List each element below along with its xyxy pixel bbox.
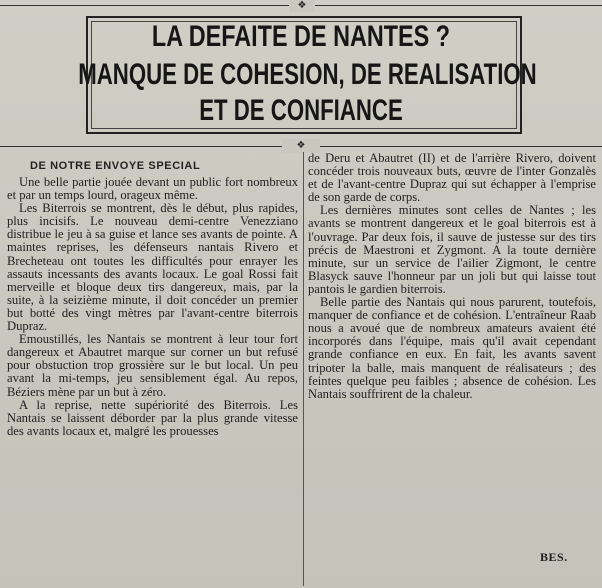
paragraph: Les dernières minutes sont celles de Nantes ; les avants se montrent dangereux et le goal biterrois est à l'ouvrage. Par deux fois, il sauve de justesse sur des tirs précis de Maestroni et Zygmont. A la toute dernière minute, sur un service de l'ailier Zigmont, le centre Blasyck sauve l'honneur par un joli but qui laisse tout pantois le gardien biterrois. bbox=[308, 203, 596, 296]
paragraph: Une belle partie jouée devant un public fort nombreux et par un temps lourd, orageux même. bbox=[7, 175, 298, 203]
top-ornament-icon: ❖ bbox=[289, 0, 315, 12]
paragraph: A la reprise, nette supériorité des Biterrois. Les Nantais se laissent déborder par la plus grande vitesse des avants locaux et, malgré les prouesses bbox=[7, 397, 298, 438]
headline-line-2: MANQUE DE COHESION, DE REALISATION bbox=[78, 58, 537, 91]
article-column-2 bbox=[308, 152, 596, 401]
section-ornament-icon: ❖ bbox=[282, 139, 320, 153]
paragraph: Belle partie des Nantais qui nous parurent, toutefois, manquer de confiance et de cohésion. L'entraîneur Raab nous a avoué que de nombreux amateurs avaient été incorporés dans l'équipe, mais qu'il avait cependant grande confiance en eux. En fait, les avants savent tripoter la balle, mais manquent de réalisateurs ; des feintes quelque peu faibles ; absence de cohésion. Les Nantais souffrirent de la chaleur. bbox=[308, 295, 596, 401]
headline-line-1: LA DEFAITE DE NANTES ? bbox=[151, 20, 451, 53]
headline-line-3: ET DE CONFIANCE bbox=[199, 94, 403, 127]
paragraph: de Deru et Abautret (II) et de l'arrière Rivero, doivent concéder trois nouveaux buts, œuvre de l'inter Gonzalès et de l'avant-centre Dupraz qui sut échapper à l'emprise de son garde de corps. bbox=[308, 151, 596, 205]
article-column-1 bbox=[7, 176, 298, 438]
column-divider bbox=[303, 152, 304, 586]
author-signature: BES. bbox=[540, 550, 568, 564]
byline: DE NOTRE ENVOYE SPECIAL bbox=[30, 160, 201, 172]
paragraph: Emoustillés, les Nantais se montrent à leur tour fort dangereux et Abautret marque sur corner un but refusé pour obstuction trop grossière sur le but local. Un peu avant la mi-temps, jeu sensiblement égal. Au repos, Béziers mène par un but à zéro. bbox=[7, 332, 298, 399]
paragraph: Les Biterrois se montrent, dès le début, plus rapides, plus incisifs. Le nouveau demi-centre Venezziano distribue le jeu à sa guise et lance ses avants de pointe. A maintes reprises, les défenseurs nantais Rivero et Brecheteau ont toutes les difficultés pour enrayer les assauts incessants des avants locaux. Le goal Rossi fait merveille et bloque deux tirs dangereux, mais, par la suite, à la seizième minute, il doit concéder un premier but botté des vingt mètres par l'avant-centre biterrois Dupraz. bbox=[7, 201, 298, 334]
